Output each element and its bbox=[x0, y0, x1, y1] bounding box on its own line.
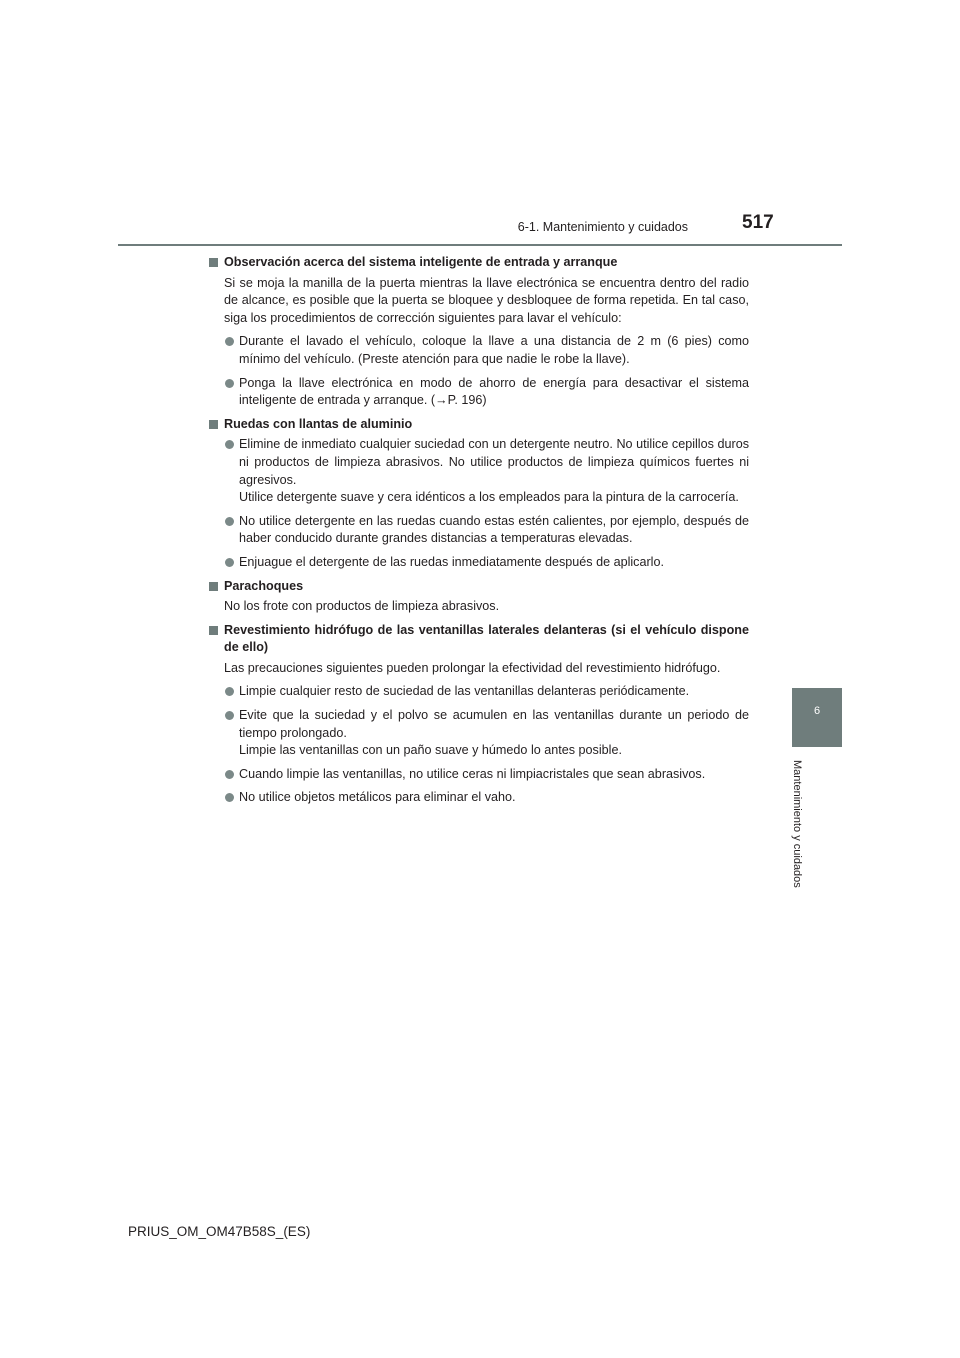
section-title: Ruedas con llantas de aluminio bbox=[224, 416, 413, 431]
list-item-text: No utilice objetos metálicos para eliminar el vaho. bbox=[239, 790, 516, 805]
page-content bbox=[209, 254, 749, 813]
list-item bbox=[224, 513, 749, 548]
round-bullet-icon bbox=[225, 558, 234, 567]
chapter-tab-number: 6 bbox=[813, 705, 821, 717]
list-item bbox=[224, 333, 749, 368]
section-paragraph: Las precauciones siguientes pueden prolongar la efectividad del revestimiento hidrófugo. bbox=[224, 660, 721, 675]
list-item-text: Evite que la suciedad y el polvo se acumulen en las ventanillas durante un periodo de tiempo prolongado. Limpie las ventanillas con un paño suave y húmedo lo antes posible. bbox=[239, 708, 749, 758]
list-item-text: Elimine de inmediato cualquier suciedad con un detergente neutro. No utilice cepillos duros ni productos de limpieza abrasivos. No utilice productos de limpieza químicos fuertes ni agresivos. Utilice detergente suave y cera idénticos a los empleados para la pintura de la carrocería. bbox=[239, 437, 749, 505]
page-number: 517 bbox=[742, 212, 774, 233]
round-bullet-icon bbox=[225, 517, 234, 526]
round-bullet-icon bbox=[225, 711, 234, 720]
list-item bbox=[224, 707, 749, 760]
list-item bbox=[224, 766, 749, 784]
chapter-tab bbox=[792, 688, 842, 747]
section-title: Revestimiento hidrófugo de las ventanillas laterales delanteras (si el vehículo dispone de ello) bbox=[224, 622, 749, 655]
list-item bbox=[224, 789, 749, 807]
section-paragraph: Si se moja la manilla de la puerta mientras la llave electrónica se encuentra dentro del radio de alcance, es posible que la puerta se bloquee y desbloquee de forma repetida. En tal caso, siga los procedimientos de corrección siguientes para lavar el vehículo: bbox=[224, 275, 749, 325]
document-code: PRIUS_OM_OM47B58S_(ES) bbox=[128, 1224, 311, 1239]
round-bullet-icon bbox=[225, 770, 234, 779]
list-item-text: Enjuague el detergente de las ruedas inmediatamente después de aplicarlo. bbox=[239, 554, 664, 569]
section-paragraph: No los frote con productos de limpieza abrasivos. bbox=[224, 599, 500, 614]
chapter-tab-label: Mantenimiento y cuidados bbox=[791, 760, 803, 888]
list-item-text: Cuando limpie las ventanillas, no utilice ceras ni limpiacristales que sean abrasivos. bbox=[239, 766, 706, 781]
square-bullet-icon bbox=[209, 582, 218, 591]
square-bullet-icon bbox=[209, 420, 218, 429]
list-item bbox=[224, 554, 749, 572]
round-bullet-icon bbox=[225, 337, 234, 346]
square-bullet-icon bbox=[209, 626, 218, 635]
list-item-text: No utilice detergente en las ruedas cuando estas estén calientes, por ejemplo, después de haber conducido durante grandes distancias a temperaturas elevadas. bbox=[239, 513, 749, 546]
section-aluminum-wheels bbox=[209, 416, 749, 572]
section-water-repellent-coating bbox=[209, 622, 749, 807]
section-title: Observación acerca del sistema inteligente de entrada y arranque bbox=[224, 255, 618, 269]
header-divider bbox=[118, 244, 842, 246]
section-smart-entry bbox=[209, 254, 749, 410]
square-bullet-icon bbox=[209, 258, 218, 267]
list-item-text: Ponga la llave electrónica en modo de ahorro de energía para desactivar el sistema inteligente de entrada y arranque. (→P. 196) bbox=[239, 375, 749, 408]
section-title: Parachoques bbox=[224, 578, 304, 593]
list-item-text: Limpie cualquier resto de suciedad de las ventanillas delanteras periódicamente. bbox=[239, 684, 690, 699]
list-item bbox=[224, 375, 749, 410]
list-item bbox=[224, 683, 749, 701]
round-bullet-icon bbox=[225, 379, 234, 388]
round-bullet-icon bbox=[225, 440, 234, 449]
round-bullet-icon bbox=[225, 793, 234, 802]
running-header-section: 6-1. Mantenimiento y cuidados bbox=[517, 220, 688, 234]
list-item-text: Durante el lavado el vehículo, coloque la llave a una distancia de 2 m (6 pies) como mínimo del vehículo. (Preste atención para que nadie le robe la llave). bbox=[239, 334, 749, 366]
round-bullet-icon bbox=[225, 687, 234, 696]
section-bumpers bbox=[209, 578, 749, 616]
list-item bbox=[224, 436, 749, 506]
